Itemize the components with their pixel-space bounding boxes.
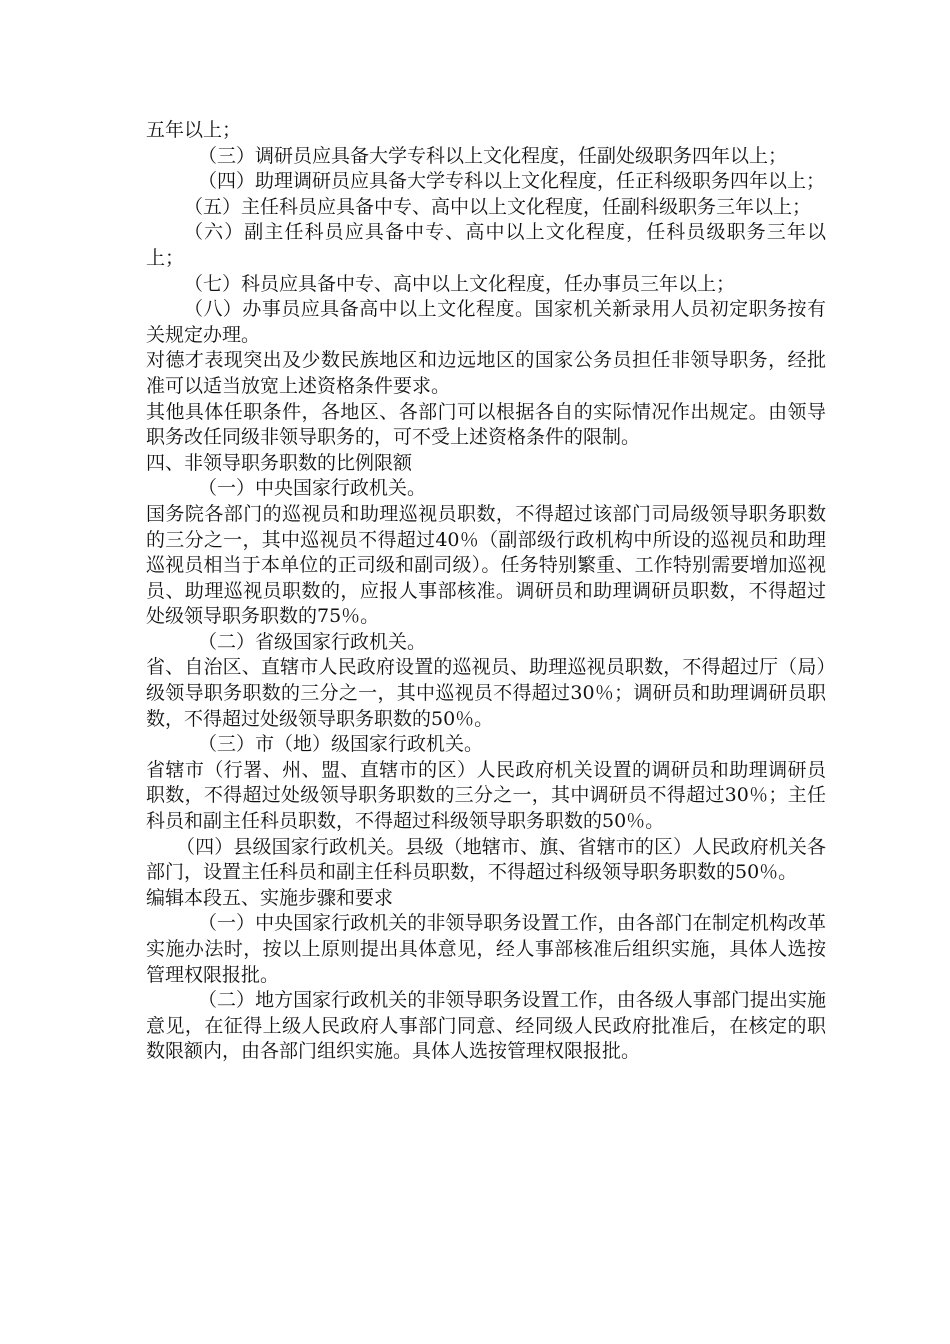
paragraph-item-6: （六）副主任科员应具备中专、高中以上文化程度，任科员级职务三年以上；	[146, 221, 826, 269]
paragraph-item-3: （三）调研员应具备大学专科以上文化程度，任副处级职务四年以上；	[198, 144, 788, 167]
paragraph-item-4: （四）助理调研员应具备大学专科以上文化程度，任正科级职务四年以上；	[198, 170, 826, 193]
paragraph-relaxation: 对德才表现突出及少数民族地区和边远地区的国家公务员担任非领导职务，经批准可以适当放宽上述资格条件要求。	[146, 349, 826, 397]
paragraph-county: （四）县级国家行政机关。县级（地辖市、旗、省辖市的区）人民政府机关各部门，设置主任科员和副主任科员职数，不得超过科级领导职务职数的50％。	[146, 835, 826, 884]
section-heading-5: 编辑本段五、实施步骤和要求	[146, 886, 394, 909]
paragraph-item-7: （七）科员应具备中专、高中以上文化程度，任办事员三年以上；	[184, 272, 736, 295]
paragraph-provincial: 省、自治区、直辖市人民政府设置的巡视员、助理巡视员职数，不得超过厅（局）级领导职务职数的三分之一，其中巡视员不得超过30％；调研员和助理调研员职数，不得超过处级领导职务职数的50％。	[146, 656, 826, 730]
paragraph-continuation: 五年以上；	[146, 119, 242, 141]
paragraph-other-conditions: 其他具体任职条件，各地区、各部门可以根据各自的实际情况作出规定。由领导职务改任同级非领导职务的，可不受上述资格条件的限制。	[146, 400, 826, 449]
paragraph-item-8: （八）办事员应具备高中以上文化程度。国家机关新录用人员初定职务按有关规定办理。	[146, 298, 826, 346]
paragraph-step-1: （一）中央国家行政机关的非领导职务设置工作，由各部门在制定机构改革实施办法时，按以上原则提出具体意见，经人事部核准后组织实施，具体人选按管理权限报批。	[146, 912, 826, 986]
subheading-central: （一）中央国家行政机关。	[198, 477, 427, 500]
subheading-provincial: （二）省级国家行政机关。	[198, 630, 427, 653]
section-heading-4: 四、非领导职务职数的比例限额	[146, 451, 413, 474]
paragraph-central: 国务院各部门的巡视员和助理巡视员职数，不得超过该部门司局级领导职务职数的三分之一，其中巡视员不得超过40％（副部级行政机构中所设的巡视员和助理巡视员相当于本单位的正司级和副司级）。任务特别繁重、工作特别需要增加巡视员、助理巡视员职数的，应报人事部核准。调研员和助理调研员职数，不得超过处级领导职务职数的75％。	[146, 502, 826, 628]
document-body	[146, 118, 826, 1065]
paragraph-item-5: （五）主任科员应具备中专、高中以上文化程度，任副科级职务三年以上；	[184, 195, 812, 218]
paragraph-step-2: （二）地方国家行政机关的非领导职务设置工作，由各级人事部门提出实施意见，在征得上级人民政府人事部门同意、经同级人民政府批准后，在核定的职数限额内，由各部门组织实施。具体人选按管理权限报批。	[146, 989, 826, 1063]
subheading-city: （三）市（地）级国家行政机关。	[198, 733, 484, 756]
paragraph-city: 省辖市（行署、州、盟、直辖市的区）人民政府机关设置的调研员和助理调研员职数，不得超过处级领导职务职数的三分之一，其中调研员不得超过30％；主任科员和副主任科员职数，不得超过科级领导职务职数的50％。	[146, 758, 826, 833]
